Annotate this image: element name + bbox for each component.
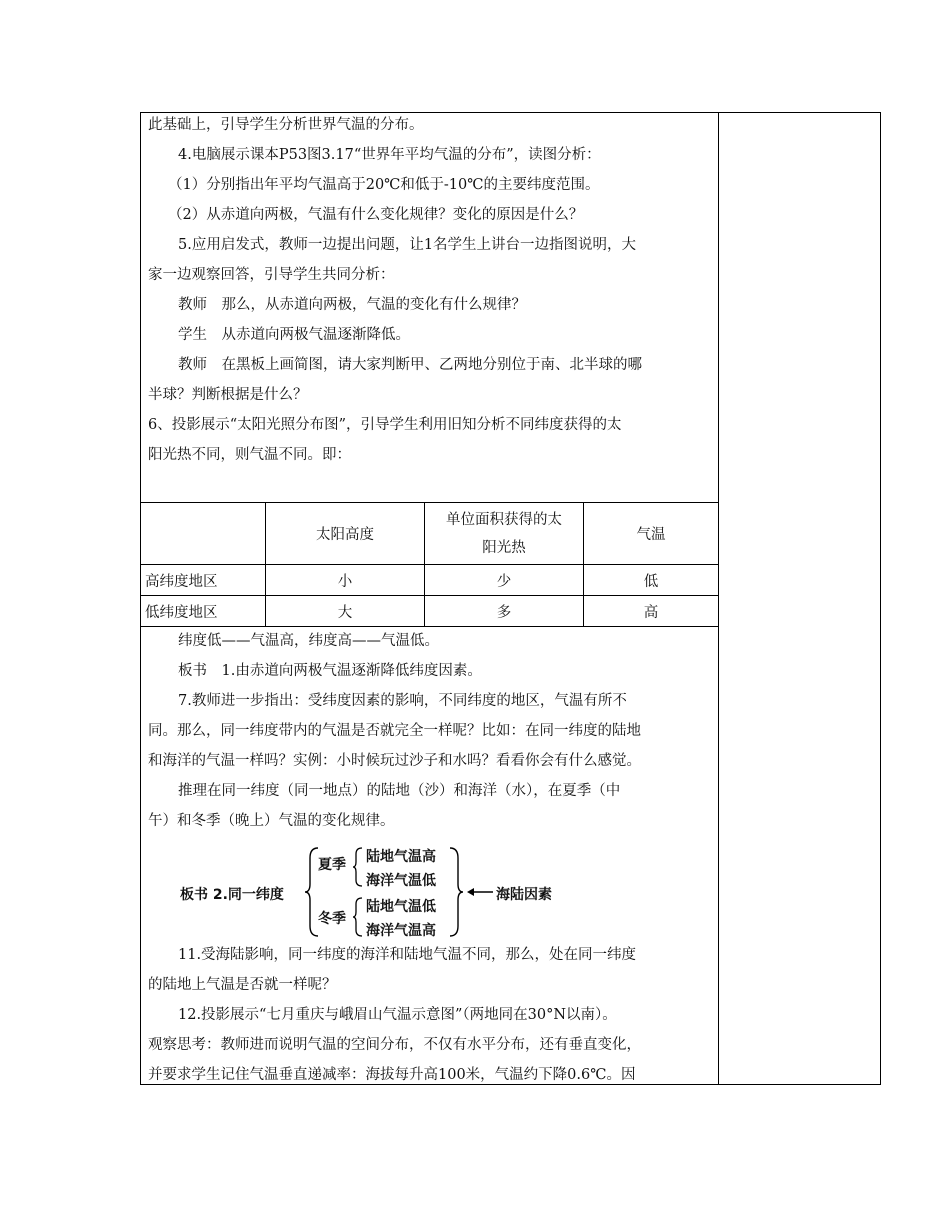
winter-sea: 海洋气温高 — [366, 923, 436, 939]
winter-label: 冬季 — [318, 911, 346, 927]
paragraph: 教师 那么，从赤道向两极，气温的变化有什么规律？ — [178, 297, 526, 313]
paragraph: 此基础上，引导学生分析世界气温的分布。 — [148, 117, 424, 133]
winter-brace-icon — [352, 896, 364, 938]
table-header-cell: 气温 — [584, 503, 719, 565]
table-cell: 大 — [266, 596, 425, 627]
paragraph: 7.教师进一步指出：受纬度因素的影响，不同纬度的地区，气温有所不 — [178, 693, 627, 709]
table-header-row — [141, 503, 719, 565]
latitude-comparison-table — [140, 502, 719, 627]
summer-sea: 海洋气温低 — [366, 873, 436, 889]
paragraph: 5.应用启发式，教师一边提出问题，让1名学生上讲台一边指图说明，大 — [178, 237, 637, 253]
header-line: 阳光热 — [482, 539, 526, 556]
summer-land: 陆地气温高 — [366, 849, 436, 865]
paragraph: 教师 在黑板上画简图，请大家判断甲、乙两地分别位于南、北半球的哪 — [178, 357, 642, 373]
table-cell: 多 — [425, 596, 584, 627]
paragraph: 12.投影展示“七月重庆与峨眉山气温示意图”（两地同在30°N以南）。 — [178, 1007, 617, 1023]
paragraph: 推理在同一纬度（同一地点）的陆地（沙）和海洋（水），在夏季（中 — [178, 783, 621, 799]
paragraph: （1）分别指出年平均气温高于20℃和低于-10℃的主要纬度范围。 — [168, 177, 600, 193]
board-title: 板书 2.同一纬度 — [180, 887, 284, 903]
header-line: 单位面积获得的太 — [446, 511, 562, 528]
table-row — [141, 565, 719, 596]
table-cell: 高纬度地区 — [141, 565, 266, 596]
table-cell: 高 — [584, 596, 719, 627]
right-brace-icon — [448, 846, 464, 938]
table-cell: 低纬度地区 — [141, 596, 266, 627]
table-cell: 低 — [584, 565, 719, 596]
table-row — [141, 596, 719, 627]
paragraph: 的陆地上气温是否就一样呢？ — [148, 977, 337, 993]
summer-label: 夏季 — [318, 857, 346, 873]
table-header-cell: 太阳高度 — [266, 503, 425, 565]
paragraph: 和海洋的气温一样吗？实例：小时候玩过沙子和水吗？看看你会有什么感觉。 — [148, 753, 641, 769]
table-header-cell — [425, 503, 584, 565]
paragraph: 并要求学生记住气温垂直递减率：海拔每升高100米，气温约下降0.6℃。因 — [148, 1067, 636, 1083]
summer-brace-icon — [352, 846, 364, 888]
table-cell: 小 — [266, 565, 425, 596]
table-header-cell — [141, 503, 266, 565]
text-block-bottom — [148, 940, 714, 1090]
paragraph: 板书 1.由赤道向两极气温逐渐降低纬度因素。 — [178, 663, 482, 679]
factor-label: 海陆因素 — [496, 887, 552, 903]
paragraph: 午）和冬季（晚上）气温的变化规律。 — [148, 813, 395, 829]
paragraph: （2）从赤道向两极，气温有什么变化规律？变化的原因是什么？ — [168, 207, 584, 223]
paragraph: 11.受海陆影响，同一纬度的海洋和陆地气温不同，那么，处在同一纬度 — [178, 947, 637, 963]
paragraph: 学生 从赤道向两极气温逐渐降低。 — [178, 327, 410, 343]
paragraph: 家一边观察回答，引导学生共同分析： — [148, 267, 395, 283]
paragraph: 观察思考：教师进而说明气温的空间分布，不仅有水平分布，还有垂直变化， — [148, 1037, 641, 1053]
winter-land: 陆地气温低 — [366, 899, 436, 915]
table-cell: 少 — [425, 565, 584, 596]
text-block-mid — [148, 626, 714, 836]
paragraph: 阳光热不同，则气温不同。即： — [148, 447, 351, 463]
paragraph: 纬度低——气温高，纬度高——气温低。 — [178, 633, 439, 649]
paragraph: 半球？判断根据是什么？ — [148, 387, 308, 403]
arrow-left-icon — [466, 886, 494, 898]
paragraph: 4.电脑展示课本P53图3.17“世界年平均气温的分布”，读图分析： — [178, 147, 601, 163]
text-block-top — [148, 110, 714, 470]
blackboard-diagram — [180, 846, 600, 938]
paragraph: 同。那么，同一纬度带内的气温是否就完全一样呢？比如：在同一纬度的陆地 — [148, 723, 641, 739]
paragraph: 6、投影展示“太阳光照分布图”，引导学生利用旧知分析不同纬度获得的太 — [148, 417, 622, 433]
